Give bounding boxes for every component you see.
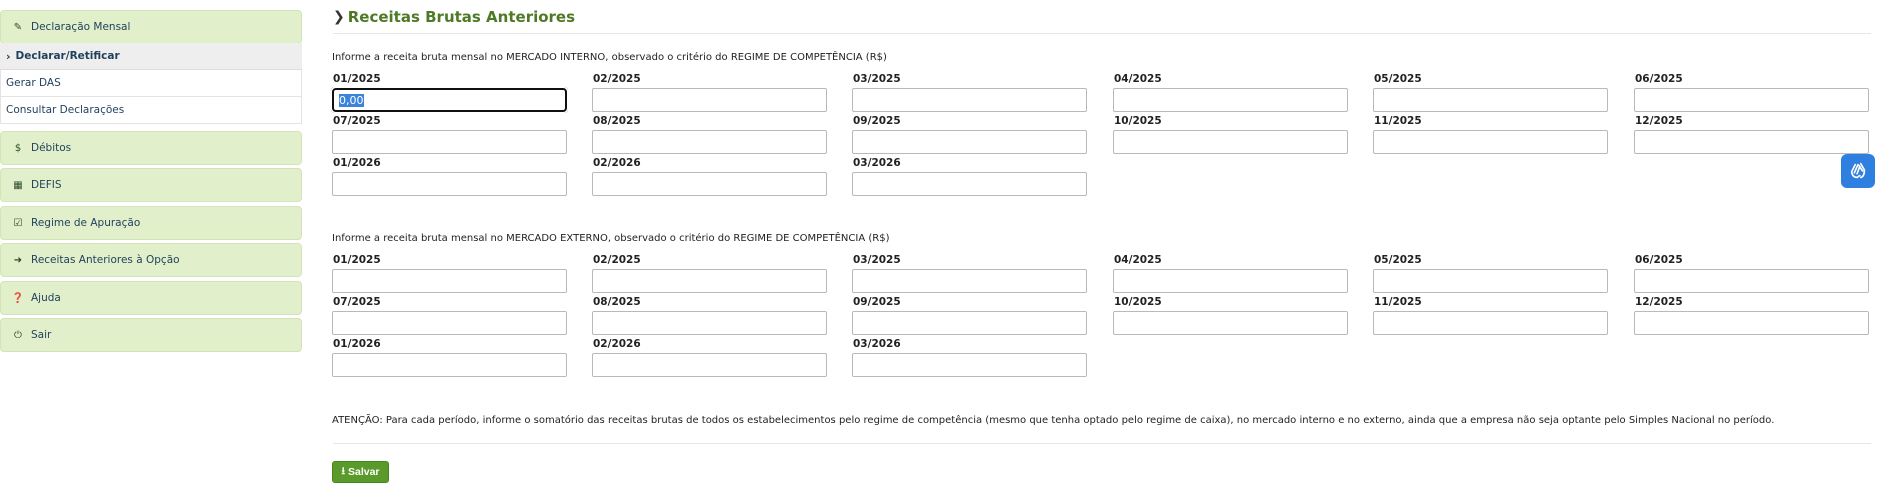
menu-label: DEFIS [31,179,62,191]
submenu-label: Declarar/Retificar [15,50,120,62]
menu-label: Débitos [31,142,72,154]
external-period-label: 07/2025 [333,296,381,308]
internal-period-label: 09/2025 [853,115,901,127]
internal-revenue-input[interactable] [592,130,827,154]
external-revenue-input[interactable] [852,269,1087,293]
external-period-label: 05/2025 [1374,254,1422,266]
external-period-label: 06/2025 [1635,254,1683,266]
menu-receitas-anteriores[interactable] [0,243,302,277]
menu-label: Regime de Apuração [31,217,141,229]
external-period-label: 11/2025 [1374,296,1422,308]
internal-revenue-input[interactable] [852,172,1087,196]
external-period-label: 02/2025 [593,254,641,266]
internal-revenue-input[interactable] [852,130,1087,154]
menu-declaracao-mensal[interactable] [0,10,302,44]
submenu-label: Gerar DAS [6,77,61,89]
internal-period-label: 02/2026 [593,157,641,169]
external-period-label: 01/2026 [333,338,381,350]
internal-period-label: 04/2025 [1114,73,1162,85]
internal-period-label: 08/2025 [593,115,641,127]
menu-defis[interactable] [0,168,302,202]
menu-sair[interactable] [0,318,302,352]
external-revenue-input[interactable] [1373,311,1608,335]
menu-label: Ajuda [31,292,61,304]
submenu-declarar-retificar[interactable] [0,43,302,70]
submenu-consultar-declaracoes[interactable] [0,97,302,124]
external-period-label: 04/2025 [1114,254,1162,266]
internal-period-label: 07/2025 [333,115,381,127]
internal-period-label: 10/2025 [1114,115,1162,127]
chevron-right-icon: ❯ [333,9,345,25]
external-revenue-input[interactable] [332,353,567,377]
internal-revenue-input[interactable] [1634,130,1869,154]
external-revenue-input[interactable] [332,311,567,335]
menu-label: Receitas Anteriores à Opção [31,254,180,266]
external-revenue-input[interactable] [1113,269,1348,293]
internal-period-label: 12/2025 [1635,115,1683,127]
external-period-label: 01/2025 [333,254,381,266]
external-revenue-input[interactable] [1113,311,1348,335]
question-circle-icon: ❓ [11,292,25,304]
external-period-label: 08/2025 [593,296,641,308]
submenu-label: Consultar Declarações [6,104,125,116]
external-revenue-input[interactable] [592,353,827,377]
menu-regime-apuracao[interactable] [0,206,302,240]
external-revenue-input[interactable] [1634,269,1869,293]
footer-divider [333,443,1871,444]
menu-debitos[interactable] [0,131,302,165]
internal-period-label: 03/2025 [853,73,901,85]
internal-revenue-input[interactable] [332,172,567,196]
external-revenue-input[interactable] [852,311,1087,335]
download-icon: ⭳ [341,465,345,477]
internal-revenue-input[interactable] [1113,88,1348,112]
check-square-icon: ☑ [13,217,23,229]
internal-revenue-input[interactable] [1634,88,1869,112]
external-revenue-input[interactable] [332,269,567,293]
pencil-icon: ✎ [13,21,23,33]
internal-revenue-input[interactable] [332,130,567,154]
external-revenue-input[interactable] [1634,311,1869,335]
internal-period-label: 02/2025 [593,73,641,85]
internal-revenue-input[interactable] [592,88,827,112]
external-section-label: Informe a receita bruta mensal no MERCADO EXTERNO, observado o critério do REGIME DE COMPETÊNCIA (R$) [332,233,890,244]
internal-period-label: 11/2025 [1374,115,1422,127]
external-period-label: 10/2025 [1114,296,1162,308]
attention-note: ATENÇÃO: Para cada período, informe o somatório das receitas brutas de todos os estabelecimentos pelo regime de competência (mesmo que tenha optado pelo regime de caixa), no mercado interno e no externo, ainda que a empresa não seja optante pelo Simples Nacional no período. [332,415,1775,426]
sign-language-hands-icon [1847,160,1869,182]
menu-ajuda[interactable] [0,281,302,315]
internal-revenue-input[interactable] [592,172,827,196]
calendar-icon: ▦ [13,179,23,191]
external-period-label: 12/2025 [1635,296,1683,308]
external-period-label: 09/2025 [853,296,901,308]
internal-revenue-input[interactable] [332,88,567,112]
internal-revenue-input[interactable] [1373,88,1608,112]
internal-period-label: 06/2025 [1635,73,1683,85]
external-revenue-input[interactable] [592,311,827,335]
external-period-label: 03/2025 [853,254,901,266]
internal-period-label: 01/2025 [333,73,381,85]
chevron-right-icon: › [6,49,11,63]
internal-section-label: Informe a receita bruta mensal no MERCADO INTERNO, observado o critério do REGIME DE COMPETÊNCIA (R$) [332,52,887,63]
share-arrow-icon: ➜ [13,254,23,266]
menu-label: Sair [31,329,52,341]
internal-revenue-input[interactable] [1373,130,1608,154]
title-divider [333,33,1871,34]
external-revenue-input[interactable] [1373,269,1608,293]
power-icon: ⏻ [14,329,22,341]
external-revenue-input[interactable] [852,353,1087,377]
internal-revenue-input[interactable] [1113,130,1348,154]
page-title-text: Receitas Brutas Anteriores [347,8,576,26]
save-button[interactable] [332,461,389,483]
save-button-label: Salvar [347,466,380,478]
menu-label: Declaração Mensal [31,21,131,33]
external-period-label: 03/2026 [853,338,901,350]
internal-revenue-input[interactable] [852,88,1087,112]
internal-period-label: 01/2026 [333,157,381,169]
dollar-icon: $ [14,142,22,154]
external-period-label: 02/2026 [593,338,641,350]
page-title [333,8,575,26]
submenu-gerar-das[interactable] [0,70,302,97]
accessibility-button[interactable] [1841,154,1875,188]
internal-period-label: 05/2025 [1374,73,1422,85]
external-revenue-input[interactable] [592,269,827,293]
internal-period-label: 03/2026 [853,157,901,169]
